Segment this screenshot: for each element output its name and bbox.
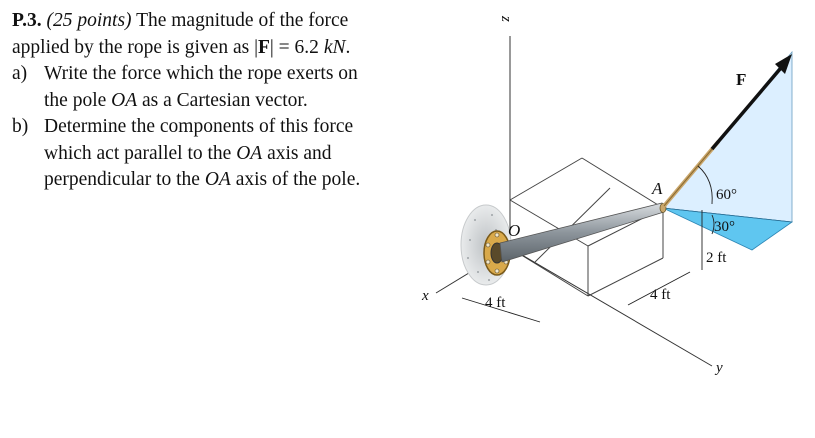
force-period: . [345, 36, 351, 58]
part-b-text-3-post: axis of the pole. [230, 169, 361, 190]
force-symbol: F [257, 36, 270, 58]
y-axis [510, 248, 712, 366]
part-b-text-3-pre: perpendicular to the [44, 169, 205, 190]
part-b-marker: b) [12, 116, 29, 137]
force-abs-open: | [254, 36, 258, 58]
angle-60-label: 60° [716, 187, 737, 203]
y-axis-label: y [716, 360, 723, 376]
force-abs-close: | = 6.2 [269, 36, 324, 58]
part-b-text-2-post: axis and [262, 142, 332, 164]
x-axis-label: x [422, 288, 429, 304]
z-axis-label: z [498, 16, 514, 22]
part-a-var: OA [111, 89, 138, 111]
point-a-label: A [652, 179, 663, 198]
force-unit: kN [323, 36, 346, 58]
angle-30-label: 30° [714, 219, 735, 235]
point-o-label: O [508, 221, 521, 240]
problem-intro-text-2: applied by the rope is given as [12, 36, 255, 58]
dimension-2ft-label: 2 ft [706, 250, 727, 266]
dimension-4ft-x-label: 4 ft [485, 295, 506, 311]
part-b-var-1: OA [236, 142, 263, 164]
problem-number: P.3. [12, 10, 42, 31]
problem-points: (25 points) [46, 10, 132, 31]
force-label: F [736, 70, 747, 89]
part-b-var-2: OA [204, 169, 231, 190]
part-b-text-2-pre: which act parallel to the [44, 142, 237, 164]
part-b-text-1: Determine the components of this force [44, 116, 354, 137]
part-a-text-2-pre: the pole [44, 89, 112, 111]
problem-intro-text: The magnitude of the force [136, 10, 349, 31]
part-a-text-2-post: as a Cartesian vector. [137, 89, 308, 111]
part-a-text-1: Write the force which the rope exerts on [44, 63, 358, 84]
part-a-marker: a) [12, 63, 28, 84]
dimension-4ft-y-label: 4 ft [650, 287, 671, 303]
pole [500, 203, 664, 262]
